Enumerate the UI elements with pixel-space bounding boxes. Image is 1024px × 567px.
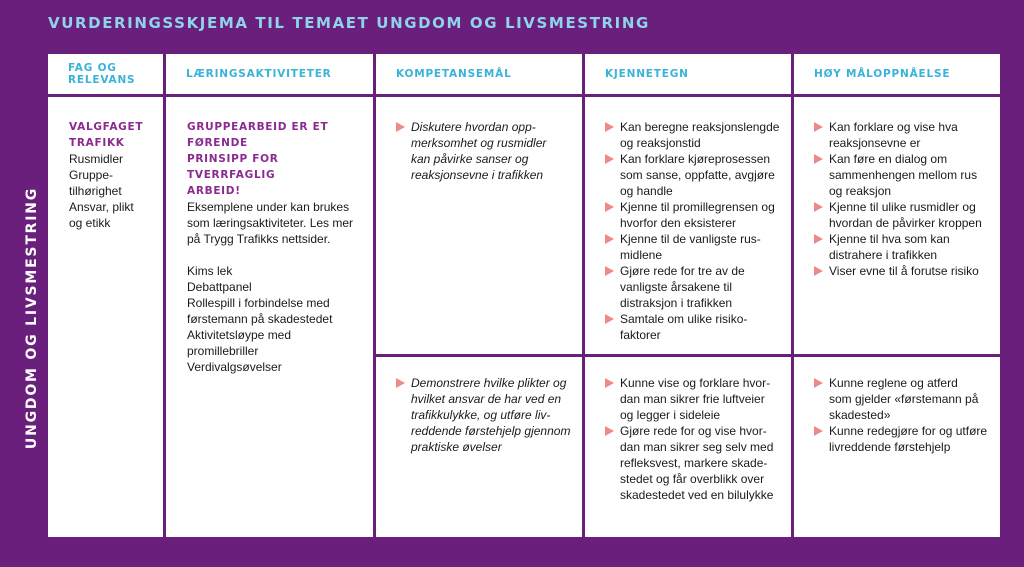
laring-heading-line: GRUPPEARBEID ER ET FØRENDE — [187, 121, 329, 149]
kjennetegn-list — [605, 119, 785, 343]
header-kjennetegn: KJENNETEGN — [585, 54, 791, 94]
laring-heading-line: PRINSIPP FOR TVERRFAGLIG — [187, 153, 279, 181]
fag-line: tilhørighet — [69, 184, 122, 198]
fag-heading — [69, 119, 153, 151]
cell-kjennetegn-1 — [585, 97, 791, 354]
bullet-item: Gjøre rede for og vise hvor- dan man sikrer seg selv med refleksvest, markere skade- stedet og får overblikk over skadestedet ved en bilulykke — [605, 423, 785, 503]
header-kompetanse: KOMPETANSEMÅL — [376, 54, 582, 94]
kompetanse-list — [396, 375, 574, 455]
fag-line: og etikk — [69, 216, 111, 230]
cell-hoy-2 — [794, 357, 1000, 537]
fag-line: Rusmidler — [69, 152, 124, 166]
bullet-item: Samtale om ulike risiko- faktorer — [605, 311, 785, 343]
fag-heading-line: TRAFIKK — [69, 137, 125, 149]
bullet-item: Kunne redegjøre for og utføre livreddende førstehjelp — [814, 423, 994, 455]
bullet-item: Kan føre en dialog om sammenhengen mellom rus og reaksjon — [814, 151, 994, 199]
laring-item: promillebriller — [187, 344, 259, 358]
header-fag — [48, 54, 163, 94]
cell-laring — [166, 97, 373, 537]
bullet-item: Kunne vise og forklare hvor- dan man sikrer frie luftveier og legger i sideleie — [605, 375, 785, 423]
bullet-item: Kan beregne reaksjonslengde og reaksjonstid — [605, 119, 785, 151]
laring-item: førstemann på skadestedet — [187, 312, 333, 326]
kjennetegn-list — [605, 375, 785, 503]
page-title: VURDERINGSSKJEMA TIL TEMAET UNGDOM OG LIVSMESTRING — [48, 14, 650, 32]
laring-heading — [187, 119, 365, 199]
side-label-text: UNGDOM OG LIVSMESTRING — [24, 186, 40, 450]
bullet-item: Kan forklare og vise hva reaksjonsevne er — [814, 119, 994, 151]
bullet-item: Kan forklare kjøreprosessen som sanse, oppfatte, avgjøre og handle — [605, 151, 785, 199]
fag-line: Gruppe- — [69, 168, 114, 182]
header-fag-line: RELEVANS — [68, 74, 136, 86]
cell-kjennetegn-2 — [585, 357, 791, 537]
bullet-item: Kjenne til ulike rusmidler og hvordan de påvirker kroppen — [814, 199, 994, 231]
bullet-item: Gjøre rede for tre av de vanligste årsakene til distraksjon i trafikken — [605, 263, 785, 311]
header-fag-line: FAG OG — [68, 61, 117, 74]
bullet-item: Kunne reglene og atferd som gjelder «førstemann på skadested» — [814, 375, 994, 423]
bullet-item: Kjenne til de vanligste rus- midlene — [605, 231, 785, 263]
laring-item: Debattpanel — [187, 280, 252, 294]
cell-kompetanse-2 — [376, 357, 582, 537]
hoy-list — [814, 119, 994, 279]
assessment-table — [48, 54, 1000, 539]
bullet-item: Kjenne til hva som kan distrahere i trafikken — [814, 231, 994, 263]
laring-item: Rollespill i forbindelse med — [187, 296, 330, 310]
bullet-item: Diskutere hvordan opp- merksomhet og rusmidler kan påvirke sanser og reaksjonsevne i trafikken — [396, 119, 574, 183]
bullet-item: Kjenne til promillegrensen og hvorfor den eksisterer — [605, 199, 785, 231]
cell-fag — [48, 97, 163, 537]
laring-intro-line: på Trygg Trafikks nettsider. — [187, 232, 331, 246]
header-hoy: HØY MÅLOPPNÅELSE — [794, 54, 1000, 94]
kompetanse-list — [396, 119, 574, 183]
laring-item: Kims lek — [187, 264, 233, 278]
laring-intro-line: som læringsaktiviteter. Les mer — [187, 216, 354, 230]
header-laring: LÆRINGSAKTIVITETER — [166, 54, 373, 94]
cell-hoy-1 — [794, 97, 1000, 354]
laring-intro-line: Eksemplene under kan brukes — [187, 200, 350, 214]
laring-item: Aktivitetsløype med — [187, 328, 292, 342]
cell-kompetanse-1 — [376, 97, 582, 354]
fag-heading-line: VALGFAGET — [69, 121, 144, 133]
bullet-item: Demonstrere hvilke plikter og hvilket ansvar de har ved en trafikkulykke, og utføre liv- reddende førstehjelp gjennom praktiske øvelser — [396, 375, 574, 455]
hoy-list — [814, 375, 994, 455]
bullet-item: Viser evne til å forutse risiko — [814, 263, 994, 279]
laring-item: Verdivalgsøvelser — [187, 360, 282, 374]
fag-line: Ansvar, plikt — [69, 200, 134, 214]
laring-heading-line: ARBEID! — [187, 185, 241, 197]
